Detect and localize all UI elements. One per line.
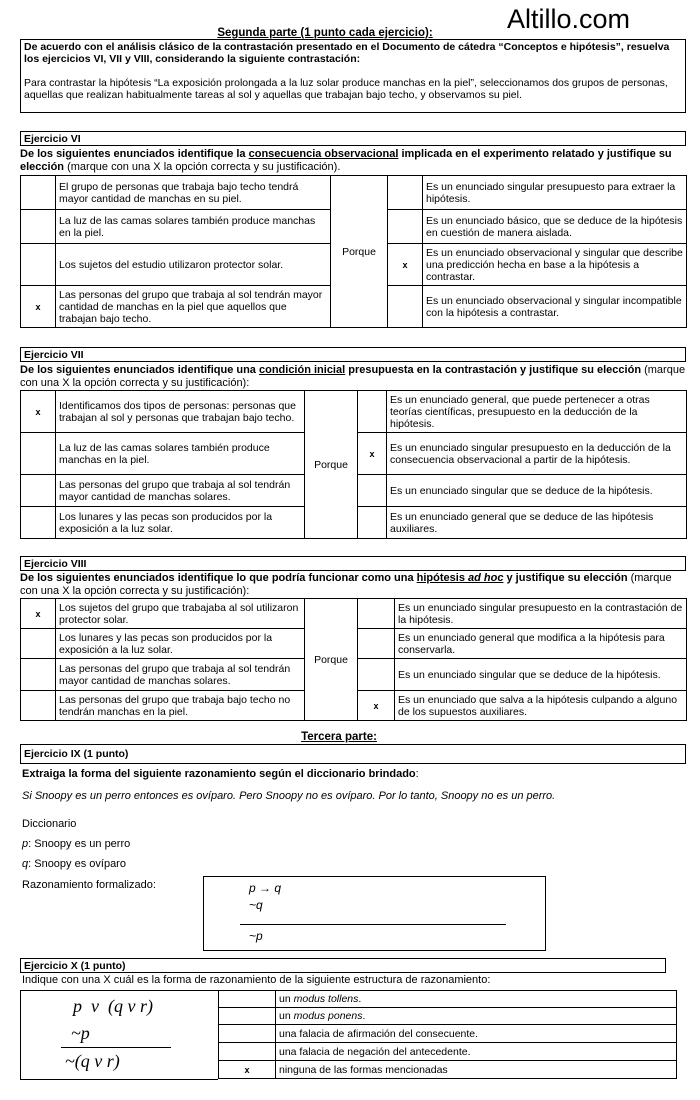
ej10-line-1: p v (q v r) <box>73 996 153 1016</box>
ej10-option-4: una falacia de negación del antecedente. <box>276 1043 677 1061</box>
ej10-conclusion-line <box>61 1047 171 1048</box>
intro-bold: De acuerdo con el análisis clásico de la contrastación presentado en el Documento de cátedra “Conceptos e hipótesis”, resuelva los ejercicios VI, VII y VIII, considerando la siguiente contrastación: <box>24 41 670 65</box>
ej8-left-mark-2[interactable] <box>21 629 56 659</box>
dict-p: p: Snoopy es un perro <box>22 838 131 850</box>
ej6-left-mark-4[interactable]: x <box>21 286 56 328</box>
ej7-left-mark-1[interactable]: x <box>21 391 56 433</box>
ej7-right-text-4: Es un enunciado general que se deduce de las hipótesis auxiliares. <box>387 507 687 539</box>
part2-title: Segunda parte (1 punto cada ejercicio): <box>217 27 433 39</box>
ej9-title: Ejercicio IX (1 punto) <box>20 744 686 764</box>
ej7-title: Ejercicio VII <box>20 347 686 362</box>
ej7-right-text-3: Es un enunciado singular que se deduce de la hipótesis. <box>387 475 687 507</box>
premise-2: ~q <box>249 898 263 912</box>
ej9-instruction: Extraiga la forma del siguiente razonamiento según el diccionario brindado: <box>22 768 419 780</box>
ej7-left-mark-4[interactable] <box>21 507 56 539</box>
ej6-right-mark-2[interactable] <box>388 210 423 244</box>
ej7-right-mark-3[interactable] <box>358 475 387 507</box>
ej8-left-text-1: Los sujetos del grupo que trabajaba al sol utilizaron protector solar. <box>56 599 305 629</box>
ej10-structure-box <box>20 990 218 1080</box>
brand-watermark: Altillo.com <box>506 4 630 34</box>
ej7-left-text-2: La luz de las camas solares también produce manchas en la piel. <box>56 433 305 475</box>
ej6-right-mark-4[interactable] <box>388 286 423 328</box>
ej6-question: De los siguientes enunciados identifique la consecuencia observacional implicada en el experimento relatado y justifique su elección (marque con una X la opción correcta y su justificación). <box>20 148 672 173</box>
ej6-right-mark-1[interactable] <box>388 176 423 210</box>
ej7-right-mark-4[interactable] <box>358 507 387 539</box>
ej6-left-text-2: La luz de las camas solares también produce manchas en la piel. <box>56 210 331 244</box>
ej10-options-table <box>218 990 677 1079</box>
ej10-mark-4[interactable] <box>219 1043 276 1061</box>
dict-q: q: Snoopy es ovíparo <box>22 858 126 870</box>
ej7-question: De los siguientes enunciados identifique una condición inicial presupuesta en la contrastación y justifique su elección (marque con una X la opción correcta y su justificación): <box>20 364 686 389</box>
ej7-table <box>20 390 687 539</box>
ej8-question: De los siguientes enunciados identifique lo que podría funcionar como una hipótesis ad hoc y justifique su elección (marque con una X la opción correcta y su justificación): <box>20 572 672 597</box>
ej10-mark-1[interactable] <box>219 991 276 1008</box>
ej10-mark-5[interactable]: x <box>219 1061 276 1079</box>
intro-text: Para contrastar la hipótesis “La exposición prolongada a la luz solar produce manchas en la piel”, seleccionamos dos grupos de personas, aquellas que realizan habitualmente tareas al sol y aquellas que trabajan bajo techo, y observamos su piel. <box>24 77 668 101</box>
ej8-right-mark-3[interactable] <box>358 659 395 691</box>
ej10-option-5: ninguna de las formas mencionadas <box>276 1061 677 1079</box>
ej10-option-3: una falacia de afirmación del consecuente. <box>276 1025 677 1043</box>
ej6-left-mark-1[interactable] <box>21 176 56 210</box>
ej8-right-text-3: Es un enunciado singular que se deduce de la hipótesis. <box>395 659 687 691</box>
ej7-left-text-3: Las personas del grupo que trabaja al sol tendrán mayor cantidad de manchas solares. <box>56 475 305 507</box>
formal-box <box>203 876 546 951</box>
ej6-left-text-3: Los sujetos del estudio utilizaron protector solar. <box>56 244 331 286</box>
part3-title: Tercera parte: <box>301 731 377 743</box>
ej10-line-3: ~(q v r) <box>65 1051 120 1071</box>
ej6-right-mark-3[interactable]: x <box>388 244 423 286</box>
ej8-table <box>20 598 687 721</box>
ej7-right-text-1: Es un enunciado general, que puede pertenecer a otras teorías científicas, presupuesto en la deducción de la hipótesis. <box>387 391 687 433</box>
ej6-title: Ejercicio VI <box>20 131 686 146</box>
ej10-mark-2[interactable] <box>219 1008 276 1025</box>
ej6-right-text-2: Es un enunciado básico, que se deduce de la hipótesis en cuestión de manera aislada. <box>423 210 687 244</box>
ej7-left-mark-3[interactable] <box>21 475 56 507</box>
ej10-option-2: un modus ponens. <box>276 1008 677 1025</box>
ej8-left-text-2: Los lunares y las pecas son producidos por la exposición a la luz solar. <box>56 629 305 659</box>
ej6-porque: Porque <box>331 176 388 328</box>
premise-1: p → q <box>249 881 282 895</box>
ej6-right-text-3: Es un enunciado observacional y singular que describe una predicción hecha en base a la hipótesis a contrastar. <box>423 244 687 286</box>
ej8-right-mark-1[interactable] <box>358 599 395 629</box>
ej8-right-mark-2[interactable] <box>358 629 395 659</box>
ej7-right-mark-1[interactable] <box>358 391 387 433</box>
ej6-right-text-1: Es un enunciado singular presupuesto para extraer la hipótesis. <box>423 176 687 210</box>
ej6-left-text-4: Las personas del grupo que trabaja al sol tendrán mayor cantidad de manchas en la piel que aquellos que trabajan bajo techo. <box>56 286 331 328</box>
ej8-right-text-2: Es un enunciado general que modifica a la hipótesis para conservarla. <box>395 629 687 659</box>
ej8-porque: Porque <box>305 599 358 721</box>
ej7-porque: Porque <box>305 391 358 539</box>
ej8-left-mark-3[interactable] <box>21 659 56 691</box>
ej6-left-mark-2[interactable] <box>21 210 56 244</box>
ej6-right-text-4: Es un enunciado observacional y singular incompatible con la hipótesis a contrastar. <box>423 286 687 328</box>
ej8-right-mark-4[interactable]: x <box>358 691 395 721</box>
ej7-right-text-2: Es un enunciado singular presupuesto en la deducción de la consecuencia observacional a partir de la hipótesis. <box>387 433 687 475</box>
ej7-right-mark-2[interactable]: x <box>358 433 387 475</box>
ej10-mark-3[interactable] <box>219 1025 276 1043</box>
ej8-left-mark-1[interactable]: x <box>21 599 56 629</box>
conclusion: ~p <box>249 929 263 943</box>
intro-box <box>20 39 686 113</box>
ej10-option-1: un modus tollens. <box>276 991 677 1008</box>
ej8-left-text-4: Las personas del grupo que trabaja bajo techo no tendrán manchas en la piel. <box>56 691 305 721</box>
ej6-left-text-1: El grupo de personas que trabaja bajo techo tendrá mayor cantidad de manchas en su piel. <box>56 176 331 210</box>
ej10-title: Ejercicio X (1 punto) <box>20 958 666 973</box>
ej8-right-text-1: Es un enunciado singular presupuesto en la contrastación de la hipótesis. <box>395 599 687 629</box>
ej8-right-text-4: Es un enunciado que salva a la hipótesis culpando a alguno de los supuestos auxiliares. <box>395 691 687 721</box>
ej7-left-mark-2[interactable] <box>21 433 56 475</box>
ej8-title: Ejercicio VIII <box>20 556 686 571</box>
ej6-left-mark-3[interactable] <box>21 244 56 286</box>
ej7-left-text-1: Identificamos dos tipos de personas: personas que trabajan al sol y personas que trabajan bajo techo. <box>56 391 305 433</box>
ej7-left-text-4: Los lunares y las pecas son producidos por la exposición a la luz solar. <box>56 507 305 539</box>
dict-title: Diccionario <box>22 818 77 830</box>
ej10-instruction: Indique con una X cuál es la forma de razonamiento de la siguiente estructura de razonamiento: <box>22 974 491 986</box>
ej10-line-2: ~p <box>71 1023 90 1043</box>
conclusion-line <box>240 924 506 925</box>
formal-label: Razonamiento formalizado: <box>22 879 156 891</box>
ej9-argument: Si Snoopy es un perro entonces es ovíparo. Pero Snoopy no es ovíparo. Por lo tanto, Snoopy no es un perro. <box>22 790 556 802</box>
ej6-table <box>20 175 687 328</box>
ej8-left-mark-4[interactable] <box>21 691 56 721</box>
ej8-left-text-3: Las personas del grupo que trabaja al sol tendrán mayor cantidad de manchas solares. <box>56 659 305 691</box>
